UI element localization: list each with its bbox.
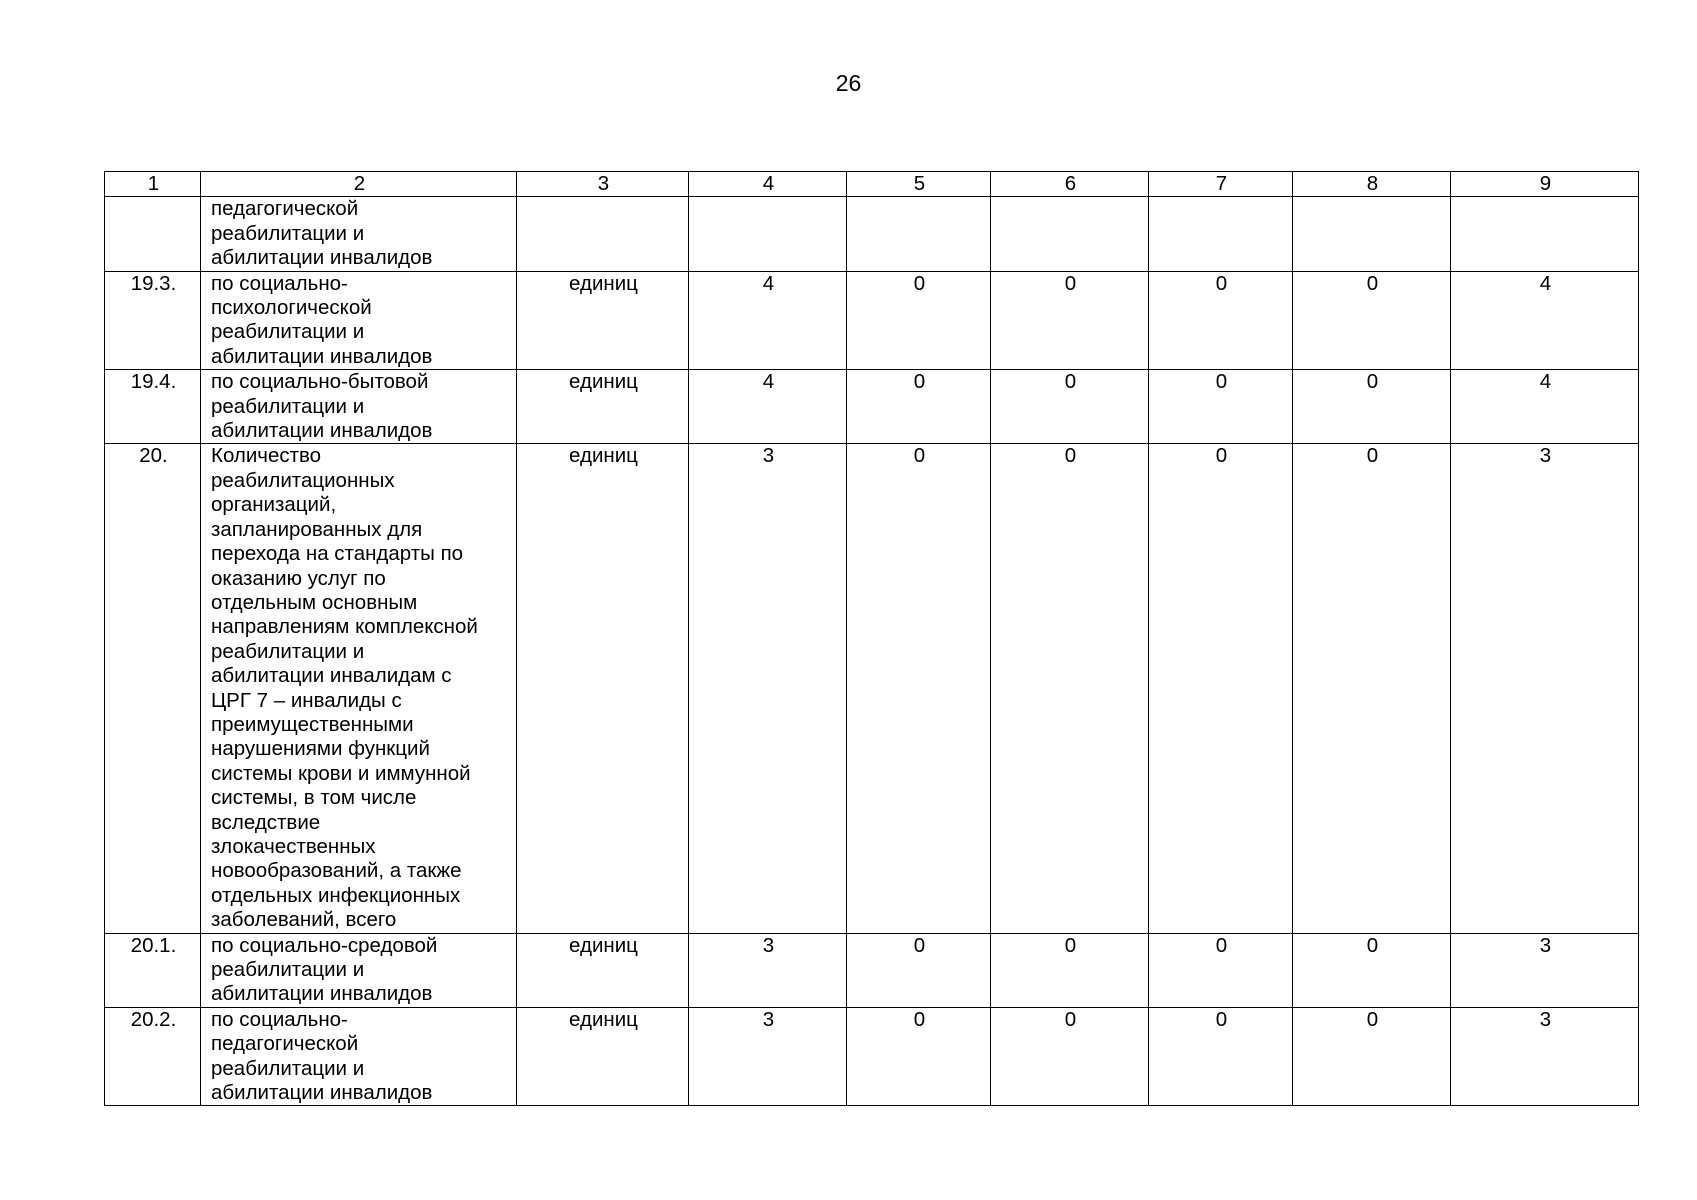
- value-cell-col-7: 0: [1149, 444, 1293, 933]
- value-cell-col-4: [689, 197, 847, 271]
- value-cell-col-4: 3: [689, 1007, 847, 1106]
- value-cell-col-6: 0: [991, 370, 1149, 444]
- header-col-8: 8: [1293, 172, 1451, 197]
- table-row: [105, 1007, 1639, 1106]
- indicator-name-cell: по социально- педагогической реабилитации и абилитации инвалидов: [201, 1007, 517, 1106]
- value-cell-col-4: 3: [689, 444, 847, 933]
- indicator-name-cell: по социально- психологической реабилитации и абилитации инвалидов: [201, 271, 517, 370]
- unit-cell: единиц: [517, 933, 689, 1007]
- value-cell-col-7: 0: [1149, 1007, 1293, 1106]
- value-cell-col-8: 0: [1293, 370, 1451, 444]
- value-cell-col-7: 0: [1149, 933, 1293, 1007]
- header-col-5: 5: [847, 172, 991, 197]
- indicator-name-cell: педагогической реабилитации и абилитации инвалидов: [201, 197, 517, 271]
- value-cell-col-4: 4: [689, 370, 847, 444]
- value-cell-col-8: 0: [1293, 933, 1451, 1007]
- value-cell-col-6: [991, 197, 1149, 271]
- indicator-name-cell: Количество реабилитационных организаций, запланированных для перехода на стандарты по оказанию услуг по отдельным основным направлениям комплексной реабилитации и абилитации инвалидам с ЦРГ 7 – инвалиды с преимущественными нарушениями функций системы крови и иммунной системы, в том числе вследствие злокачественных новообразований, а также отдельных инфекционных заболеваний, всего: [201, 444, 517, 933]
- unit-cell: [517, 197, 689, 271]
- row-number-cell: 19.4.: [105, 370, 201, 444]
- header-col-2: 2: [201, 172, 517, 197]
- value-cell-col-8: 0: [1293, 1007, 1451, 1106]
- value-cell-col-9: 4: [1451, 370, 1639, 444]
- unit-cell: единиц: [517, 370, 689, 444]
- header-row: [105, 172, 1639, 197]
- indicator-name-cell: по социально-средовой реабилитации и абилитации инвалидов: [201, 933, 517, 1007]
- unit-cell: единиц: [517, 1007, 689, 1106]
- value-cell-col-5: [847, 197, 991, 271]
- table-body: [105, 197, 1639, 1106]
- value-cell-col-7: 0: [1149, 271, 1293, 370]
- value-cell-col-6: 0: [991, 933, 1149, 1007]
- table-header: [105, 172, 1639, 197]
- indicator-name-cell: по социально-бытовой реабилитации и абилитации инвалидов: [201, 370, 517, 444]
- row-number-cell: 20.2.: [105, 1007, 201, 1106]
- unit-cell: единиц: [517, 444, 689, 933]
- unit-cell: единиц: [517, 271, 689, 370]
- value-cell-col-7: [1149, 197, 1293, 271]
- table-row: [105, 444, 1639, 933]
- table-row: [105, 933, 1639, 1007]
- header-col-7: 7: [1149, 172, 1293, 197]
- value-cell-col-9: 3: [1451, 933, 1639, 1007]
- value-cell-col-9: 3: [1451, 1007, 1639, 1106]
- page-number: 26: [835, 70, 862, 96]
- table-row: [105, 197, 1639, 271]
- table-row: [105, 271, 1639, 370]
- value-cell-col-9: [1451, 197, 1639, 271]
- value-cell-col-6: 0: [991, 444, 1149, 933]
- value-cell-col-9: 3: [1451, 444, 1639, 933]
- row-number-cell: 20.1.: [105, 933, 201, 1007]
- data-table: [104, 171, 1639, 1106]
- value-cell-col-9: 4: [1451, 271, 1639, 370]
- value-cell-col-4: 4: [689, 271, 847, 370]
- row-number-cell: 20.: [105, 444, 201, 933]
- header-col-4: 4: [689, 172, 847, 197]
- value-cell-col-5: 0: [847, 271, 991, 370]
- value-cell-col-4: 3: [689, 933, 847, 1007]
- header-col-9: 9: [1451, 172, 1639, 197]
- value-cell-col-5: 0: [847, 1007, 991, 1106]
- row-number-cell: 19.3.: [105, 271, 201, 370]
- value-cell-col-8: [1293, 197, 1451, 271]
- table-row: [105, 370, 1639, 444]
- header-col-3: 3: [517, 172, 689, 197]
- value-cell-col-5: 0: [847, 933, 991, 1007]
- value-cell-col-5: 0: [847, 370, 991, 444]
- value-cell-col-8: 0: [1293, 444, 1451, 933]
- value-cell-col-8: 0: [1293, 271, 1451, 370]
- value-cell-col-6: 0: [991, 271, 1149, 370]
- value-cell-col-7: 0: [1149, 370, 1293, 444]
- value-cell-col-5: 0: [847, 444, 991, 933]
- header-col-6: 6: [991, 172, 1149, 197]
- value-cell-col-6: 0: [991, 1007, 1149, 1106]
- row-number-cell: [105, 197, 201, 271]
- header-col-1: 1: [105, 172, 201, 197]
